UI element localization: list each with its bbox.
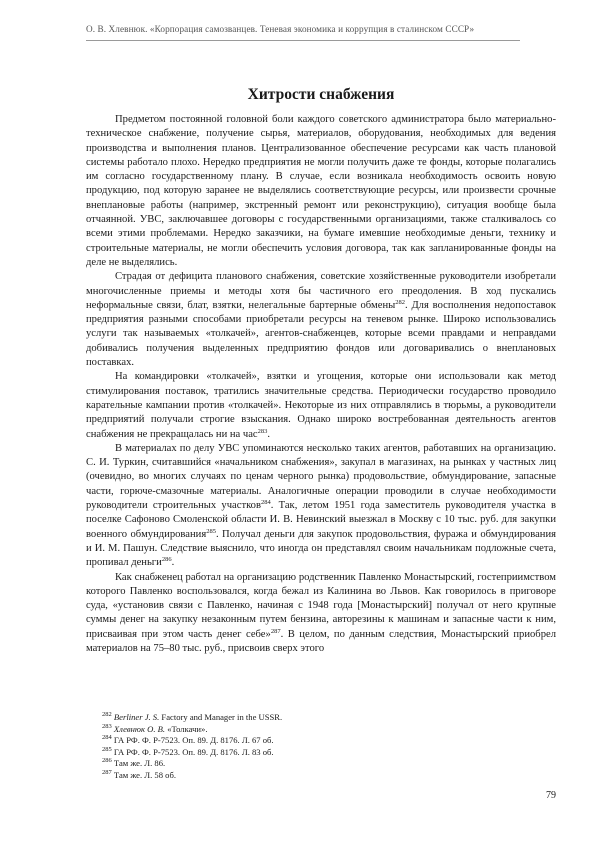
paragraph-3-text: На командировки «толкачей», взятки и угощения, которые они использовали как метод стимулирования поставок, тратились значительные средства. Периодически государство проводило карательные кампании против «толкачей». Некоторые из них отправлялись в тюрьмы, а руководители предприятий получали строгие взыскания. Однако широко востребованная деятельность агентов снабжения не прекращалась ни на час — [86, 371, 556, 440]
footnote-author: Хлевнюк О. В. — [113, 723, 166, 734]
footnote-number: 285 — [102, 745, 112, 753]
paragraph-4-tail-2: . Получал деньги для закупок продовольствия, фуража и обмундирования и И. М. Пашун. Следствие выяснило, что иногда он представлял своим начальникам подложные счета, пропивал деньги — [86, 528, 557, 569]
paragraph-5 — [86, 571, 556, 657]
paragraph-5-text: Как снабженец работал на организацию родственник Павленко Монастырский, гостеприимством которого Павленко воспользовался, когда бежал из Калинина во Львов. Как говорилось в приговоре суда, «установив связи с Павленко, начиная с 1948 года [Монастырский] получал от него крупные суммы денег на закупку незаконным путем бензина, авторезины к машинам и запасные части к ним, присваивая при этом часть денег себе» — [86, 571, 556, 640]
paragraph-4-text: В материалах по делу УВС упоминаются несколько таких агентов, работавших на организацию. С. И. Туркин, считавшийся «начальником снабжения», закупал в магазинах, на рынках у частных лиц (очевидно, во многих случаях по ценам черного рынка) продовольствие, обмундирование, запасные части, горюче-смазочные материалы. Аналогичные операции проводили в случае необходимости руководители строительных участков — [86, 442, 556, 512]
paragraph-4-tail: . Так, летом 1951 года заместитель руководителя участка в поселке Сафоново Смоленской области И. В. Невинский выезжал в Москву с 10 тыс. руб. для закупки военного обмундирования — [86, 500, 557, 540]
paragraph-1-text: Предметом постоянной головной боли каждого советского администратора было материально-техническое снабжение, получение сырья, материалов, оборудования, необходимых для ведения производства и выполнения планов. Централизованное обеспечение ресурсами как часть плановой системы работало плохо. Нередко предприятия не могли получить даже те фонды, которые полагались им согласно государственному плану. В случае, если возникала необходимость освоить новую продукцию, под которую заранее не выделялись соответствующие ресурсы, или произвести срочные внеплановые работы (например, экстренный ремонт или реконструкцию), ситуация вообще была отчаянной. УВС, заключавшее договоры с государственными организациями, также сталкивалось со всеми этими проблемами. Нередко заказчики, на бумаге имевшие необходимые деньги, технику и строительные материалы, не могли обеспечить условия договора, так как запланированные фонды на деле не выделялись. — [86, 114, 556, 268]
footnote-number: 282 — [102, 711, 112, 718]
footnote-287 — [86, 770, 556, 782]
paragraph-2-text: Страдая от дефицита планового снабжения, советские хозяйственные руководители изобретали многочисленные приемы и методы хотя бы частичного его преодоления. В ход пускались неформальные связи, блат, взятки, нелегальные бартерные обмены — [86, 271, 556, 311]
footnote-text: Там же. Л. 86. — [113, 758, 166, 769]
paragraph-3-tail: . — [267, 428, 271, 440]
paragraph-2-tail: . Для восполнения недопоставок предприятия разными способами приобретали ресурсы на теневом рынке. Широко использовались услуги так называемых «толкачей», агентов-снабженцев, которые всеми правдами и неправдами добивались получения выделенных предприятию фондов или договаривались о внеплановых поставках. — [86, 299, 557, 369]
footnote-text: ГА РФ. Ф. Р-7523. Оп. 89. Д. 8176. Л. 67 об. — [113, 735, 274, 746]
footnote-285 — [86, 747, 556, 759]
footnote-ref-283[interactable]: 283 — [257, 427, 268, 435]
header-rule — [86, 40, 520, 41]
footnote-author: Berliner J. S. — [113, 712, 160, 722]
footnote-number: 286 — [102, 757, 112, 765]
footnote-number: 284 — [102, 734, 112, 742]
footnote-number: 287 — [102, 768, 112, 776]
footnote-284 — [86, 735, 556, 747]
footnote-286 — [86, 758, 556, 770]
paragraph-5-tail: . В целом, по данным следствия, Монастырский приобрел материалов на 75–80 тыс. руб., присвоив сверх этого — [86, 628, 556, 654]
paragraph-4 — [86, 442, 556, 571]
page-number: 79 — [546, 790, 556, 801]
footnote-ref-285[interactable]: 285 — [206, 527, 216, 535]
body-text — [86, 113, 556, 656]
footnote-282 — [86, 712, 556, 724]
footnotes — [86, 712, 556, 782]
footnote-283 — [86, 724, 556, 736]
paragraph-4-tail-3: . — [171, 557, 175, 569]
footnote-ref-287[interactable]: 287 — [270, 627, 281, 635]
footnote-ref-286[interactable]: 286 — [161, 556, 172, 564]
paragraph-2 — [86, 270, 556, 370]
running-header: О. В. Хлевнюк. «Корпорация самозванцев. Теневая экономика и коррупция в сталинском СССР» — [86, 24, 475, 34]
footnote-text: Там же. Л. 58 об. — [113, 769, 176, 780]
footnote-text: Factory and Manager in the USSR. — [159, 712, 283, 722]
section-title: Хитрости снабжения — [247, 86, 395, 103]
footnote-text: ГА РФ. Ф. Р-7523. Оп. 89. Д. 8176. Л. 83 об. — [113, 746, 274, 757]
footnote-ref-282[interactable]: 282 — [395, 298, 406, 306]
footnote-number: 283 — [102, 722, 112, 730]
paragraph-1 — [86, 113, 556, 270]
footnote-ref-284[interactable]: 284 — [260, 499, 271, 507]
footnote-text: «Толкачи». — [165, 723, 208, 734]
paragraph-3 — [86, 370, 556, 441]
